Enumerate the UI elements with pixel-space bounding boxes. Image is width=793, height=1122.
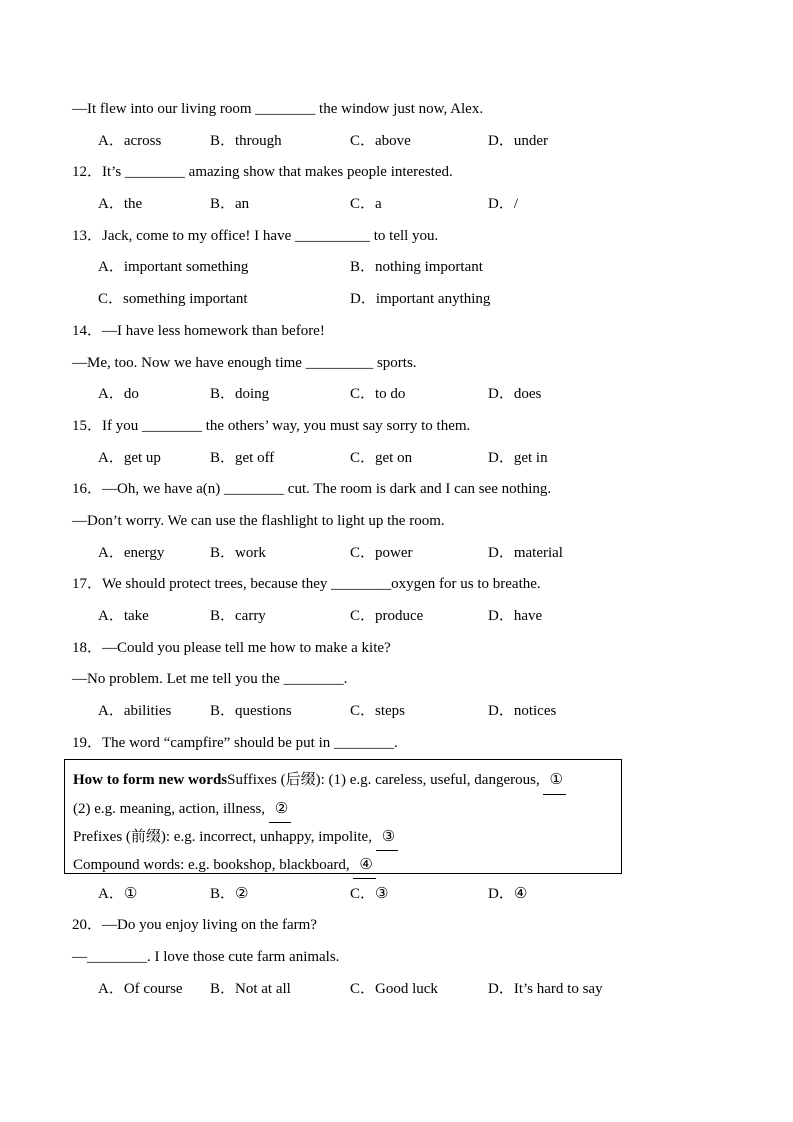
q17-stem: 17．We should protect trees, because they ________oxygen for us to breathe. bbox=[72, 576, 541, 593]
q20-option-b: B．Not at all bbox=[210, 980, 291, 997]
q18-options bbox=[72, 696, 753, 728]
q12-option-d: D．/ bbox=[488, 196, 519, 213]
q18-option-b: B．questions bbox=[210, 703, 292, 720]
circled-number-1: ① bbox=[549, 770, 563, 789]
q15-option-c: C．get on bbox=[350, 449, 413, 466]
q12-option-a: A．the bbox=[98, 196, 143, 213]
q20-stem: 20．—Do you enjoy living on the farm? bbox=[72, 917, 317, 934]
q12-option-b: B．an bbox=[210, 196, 250, 213]
q20-option-c: C．Good luck bbox=[350, 980, 438, 997]
q19-options bbox=[72, 878, 753, 910]
q20-option-a: A．Of course bbox=[98, 980, 183, 997]
q18-stem: 18．—Could you please tell me how to make a kite? bbox=[72, 639, 391, 656]
q20-option-d: D．It’s hard to say bbox=[488, 980, 603, 997]
q13-option-a: A．important something bbox=[98, 259, 249, 276]
q14-options bbox=[72, 379, 753, 411]
q14-option-a: A．do bbox=[98, 386, 139, 403]
q20-options bbox=[72, 974, 753, 1006]
q16-stem: 16．—Oh, we have a(n) ________ cut. The room is dark and I can see nothing. bbox=[72, 481, 552, 498]
q13-options-row1 bbox=[72, 252, 753, 284]
q16-option-a: A．energy bbox=[98, 544, 165, 561]
circled-number-3-option: ③ bbox=[375, 884, 389, 903]
q16-option-b: B．work bbox=[210, 544, 266, 561]
q14-option-d: D．does bbox=[488, 386, 542, 403]
q19-stem: 19．The word “campfire” should be put in ________. bbox=[72, 734, 398, 751]
q15-option-b: B．get off bbox=[210, 449, 275, 466]
q14-option-b: B．doing bbox=[210, 386, 270, 403]
circled-number-4-option: ④ bbox=[513, 884, 528, 903]
circled-number-2: ② bbox=[274, 798, 289, 817]
circled-number-4: ④ bbox=[359, 855, 373, 874]
q18-stem-line2: —No problem. Let me tell you the ________. bbox=[72, 671, 348, 688]
q17-option-a: A．take bbox=[98, 608, 149, 624]
q20-stem-line2: —________. I love those cute farm animals. bbox=[72, 948, 340, 965]
circled-number-1-option: ① bbox=[123, 884, 138, 903]
q12-options bbox=[72, 189, 753, 221]
q16-stem-line2: —Don’t worry. We can use the flashlight to light up the room. bbox=[72, 512, 445, 529]
q12-option-c: C．a bbox=[350, 196, 382, 213]
q11-options bbox=[72, 126, 753, 158]
word-box-line-2 bbox=[73, 795, 611, 823]
q13-option-c: C．something important bbox=[98, 291, 248, 308]
q11-option-d: D．under bbox=[488, 132, 548, 149]
q11-option-c: C．above bbox=[350, 132, 411, 149]
q19-option-b: B．② bbox=[210, 884, 249, 903]
page-content bbox=[72, 94, 753, 1005]
q19-option-d: D．④ bbox=[488, 884, 528, 903]
q19-option-c: C．③ bbox=[350, 884, 389, 903]
circled-number-3: ③ bbox=[381, 826, 396, 845]
q17-option-d: D．have bbox=[488, 608, 543, 624]
word-box-line-4 bbox=[73, 851, 611, 879]
q16-option-c: C．power bbox=[350, 544, 413, 561]
word-box-line-1 bbox=[73, 766, 611, 794]
q13-option-b: B．nothing important bbox=[350, 259, 483, 276]
q15-options bbox=[72, 443, 753, 475]
q18-option-a: A．abilities bbox=[98, 703, 172, 720]
q14-option-c: C．to do bbox=[350, 386, 406, 403]
q11-stem-continuation: —It flew into our living room ________ the window just now, Alex. bbox=[72, 101, 484, 117]
q15-option-d: D．get in bbox=[488, 449, 548, 466]
word-box-line-3 bbox=[73, 823, 611, 851]
circled-number-2-option: ② bbox=[235, 884, 249, 903]
word-box-line-3-text: Prefixes (前缀): e.g. incorrect, unhappy, impolite, bbox=[73, 828, 376, 845]
word-box-line-1-text: Suffixes (后缀): (1) e.g. careless, useful, dangerous, bbox=[227, 772, 544, 789]
q14-stem-line2: —Me, too. Now we have enough time _________ sports. bbox=[72, 354, 417, 371]
word-box-title: How to form new words bbox=[73, 772, 228, 789]
q18-option-c: C．steps bbox=[350, 703, 406, 720]
word-box-line-4-text: Compound words: e.g. bookshop, blackboard, bbox=[73, 857, 354, 874]
word-formation-box bbox=[64, 759, 622, 874]
q15-stem: 15．If you ________ the others’ way, you must say sorry to them. bbox=[72, 417, 471, 434]
q17-options bbox=[72, 601, 753, 633]
q19-option-a: A．① bbox=[98, 884, 138, 903]
q15-option-a: A．get up bbox=[98, 449, 161, 466]
q13-stem: 13．Jack, come to my office! I have __________ to tell you. bbox=[72, 227, 439, 244]
q13-options-row2 bbox=[72, 284, 753, 316]
word-box-line-2-text: (2) e.g. meaning, action, illness, bbox=[73, 800, 269, 817]
q12-stem: 12．It’s ________ amazing show that makes people interested. bbox=[72, 164, 453, 181]
q17-option-b: B．carry bbox=[210, 608, 266, 624]
q11-option-b: B．through bbox=[210, 132, 282, 149]
q16-options bbox=[72, 538, 753, 570]
q17-option-c: C．produce bbox=[350, 608, 424, 624]
q18-option-d: D．notices bbox=[488, 703, 557, 720]
q11-option-a: A．across bbox=[98, 132, 162, 149]
q13-option-d: D．important anything bbox=[350, 291, 491, 308]
q16-option-d: D．material bbox=[488, 544, 563, 561]
q14-stem: 14．—I have less homework than before! bbox=[72, 322, 325, 339]
